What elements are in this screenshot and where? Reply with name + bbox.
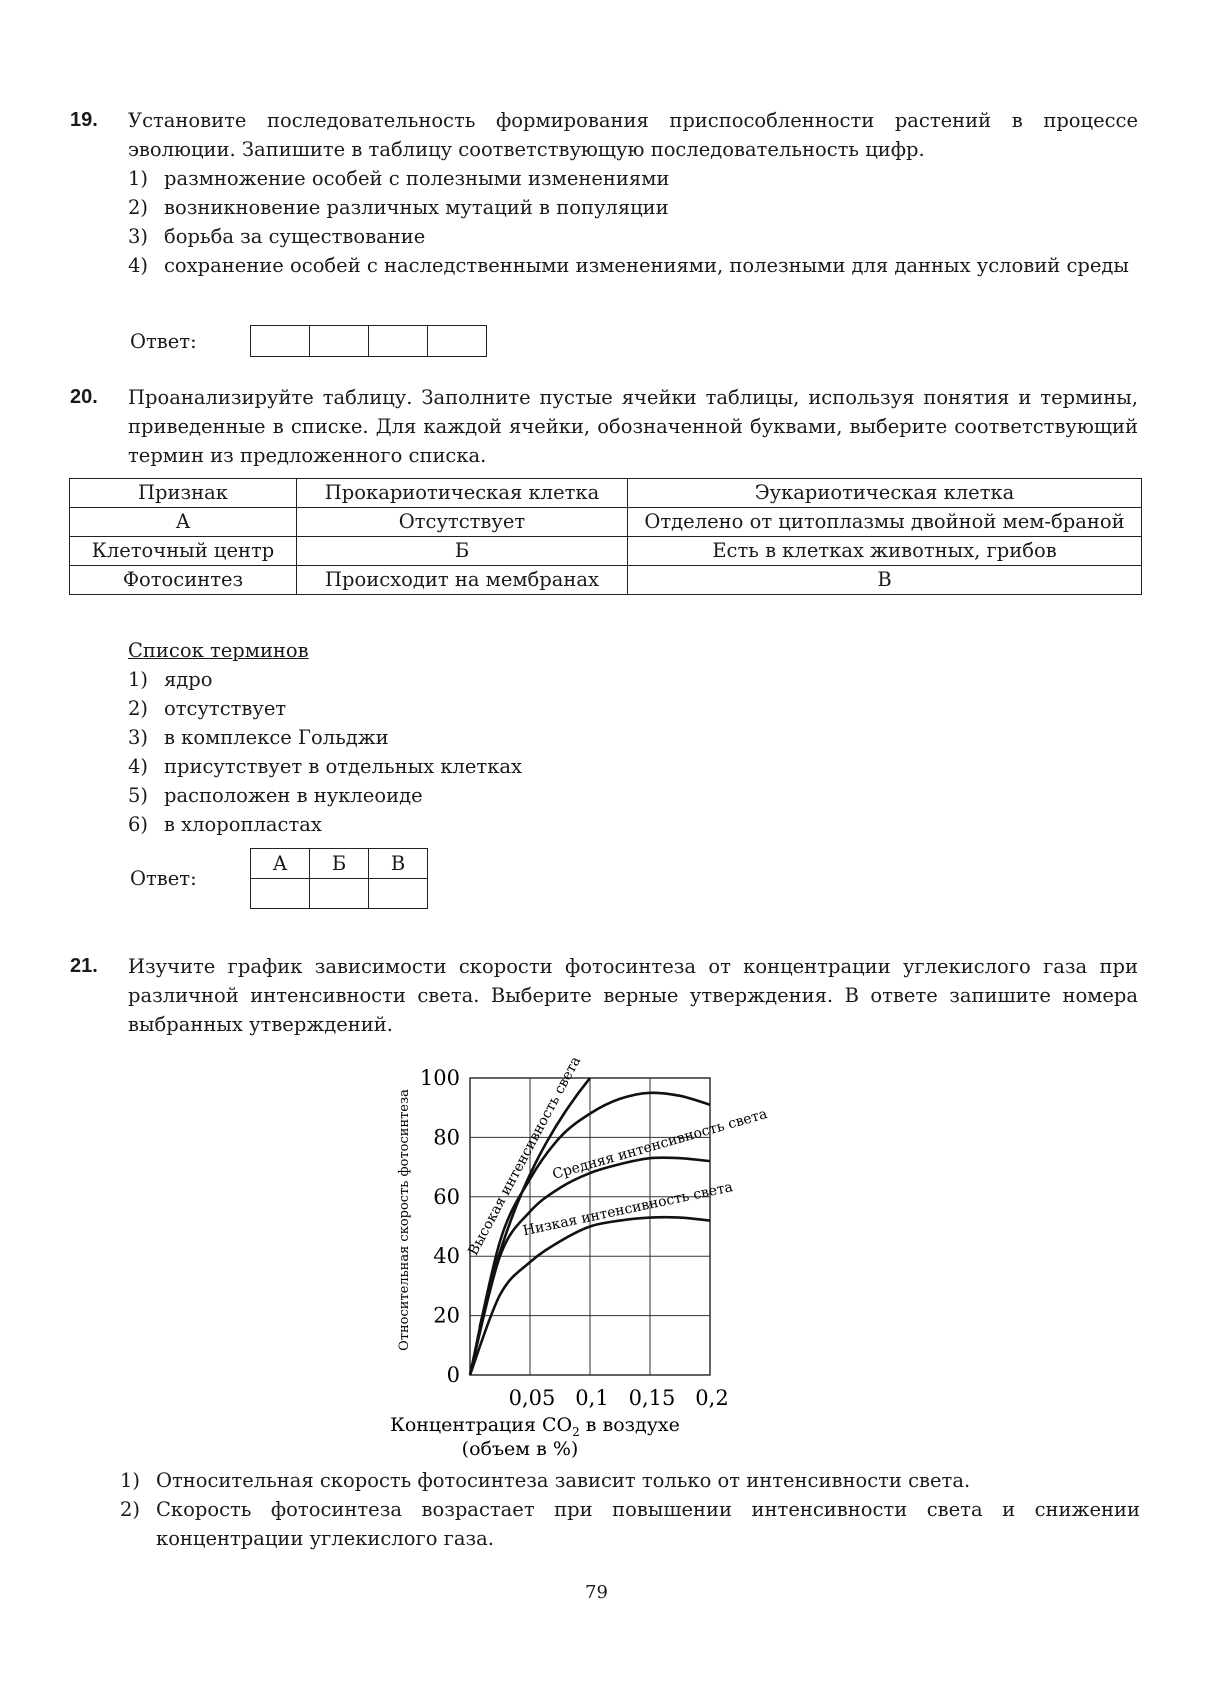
table-row <box>70 537 1142 566</box>
x-tick-label: 0,15 <box>628 1386 676 1410</box>
x-axis-label-units: (объем в %) <box>461 1438 579 1460</box>
table-cell: Отсутствует <box>297 508 628 537</box>
answer-row <box>130 325 487 357</box>
answer-cell[interactable] <box>369 326 428 356</box>
table-cell: Отделено от цитоплазмы двойной мем-браной <box>628 508 1142 537</box>
y-tick-label: 40 <box>433 1244 460 1269</box>
terms-title: Список терминов <box>128 639 309 662</box>
list-item: 4) сохранение особей с наследственными изменениями, полезными для данных условий среды <box>128 254 1129 277</box>
list-item: 3) в комплексе Гольджи <box>128 726 389 749</box>
series-label-medium: Средняя интенсивность света <box>550 1106 770 1183</box>
table-header: Эукариотическая клетка <box>628 479 1142 508</box>
answer-cell[interactable] <box>251 879 310 909</box>
statements-list <box>120 1466 1140 1553</box>
x-axis-label: Концентрация $CO_2$ в воздухе <box>390 1414 680 1439</box>
task-number: 20. <box>70 386 98 408</box>
answer-cell[interactable] <box>428 326 486 356</box>
table-row <box>70 508 1142 537</box>
photosynthesis-chart <box>380 1045 810 1465</box>
list-item: 5) расположен в нуклеоиде <box>128 784 423 807</box>
list-item: 4) присутствует в отдельных клетках <box>128 755 523 778</box>
y-tick-label: 0 <box>446 1363 460 1387</box>
table-cell: В <box>628 566 1142 595</box>
y-tick-label: 60 <box>433 1184 460 1209</box>
list-item: 1) размножение особей с полезными изменениями <box>128 167 670 190</box>
y-tick-label: 80 <box>433 1125 460 1150</box>
answer-table <box>250 848 428 909</box>
terms-list <box>128 636 1138 839</box>
table-cell: Происходит на мембранах <box>297 566 628 595</box>
answer-boxes <box>250 325 487 357</box>
answer-letter: Б <box>310 849 369 879</box>
x-tick-label: 0,2 <box>695 1386 729 1410</box>
table-header: Признак <box>70 479 297 508</box>
task-number: 19. <box>70 109 98 131</box>
x-tick-label: 0,05 <box>508 1386 556 1410</box>
cell-comparison-table <box>69 478 1142 595</box>
task-text: Установите последовательность формирования приспособленности растений в процессе эволюции. Запишите в таблицу соответствующую последовательность цифр. <box>128 109 1138 161</box>
series-label-high: Высокая интенсивность света <box>465 1053 585 1259</box>
answer-cell[interactable] <box>310 879 369 909</box>
list-item: 2) отсутствует <box>128 697 287 720</box>
table-cell: А <box>70 508 297 537</box>
list-item: 2) возникновение различных мутаций в популяции <box>128 196 669 219</box>
table-cell: Есть в клетках животных, грибов <box>628 537 1142 566</box>
answer-label: Ответ: <box>130 329 197 353</box>
answer-cell[interactable] <box>310 326 369 356</box>
y-tick-label: 100 <box>419 1066 460 1090</box>
list-item: 1) Относительная скорость фотосинтеза зависит только от интенсивности света. <box>120 1469 971 1492</box>
chart-curves <box>465 1054 769 1375</box>
x-tick-label: 0,1 <box>575 1386 609 1410</box>
table-cell: Б <box>297 537 628 566</box>
table-cell: Клеточный центр <box>70 537 297 566</box>
task-number: 21. <box>70 955 98 977</box>
answer-row <box>130 848 428 909</box>
options-list <box>128 164 1138 280</box>
list-item: 2) Скорость фотосинтеза возрастает при повышении интенсивности света и снижении концентрации углекислого газа. <box>120 1498 1140 1550</box>
y-axis-label: Относительная скорость фотосинтеза <box>397 1089 412 1351</box>
answer-label: Ответ: <box>130 867 197 890</box>
task-text: Изучите график зависимости скорости фотосинтеза от концентрации углекислого газа при различной интенсивности света. Выберите верные утверждения. В ответе запишите номера выбранных утверждений. <box>128 955 1138 1036</box>
answer-cell[interactable] <box>369 879 428 909</box>
table-header: Прокариотическая клетка <box>297 479 628 508</box>
chart-ticks <box>420 1066 729 1410</box>
page-number: 79 <box>585 1582 608 1603</box>
list-item: 1) ядро <box>128 668 213 691</box>
task-text: Проанализируйте таблицу. Заполните пустые ячейки таблицы, используя понятия и термины, приведенные в списке. Для каждой ячейки, обозначенной буквами, выберите соответствующий термин из предложенного списка. <box>128 386 1138 467</box>
table-cell: Фотосинтез <box>70 566 297 595</box>
table-row <box>70 566 1142 595</box>
list-item: 6) в хлоропластах <box>128 813 322 836</box>
y-tick-label: 20 <box>433 1303 460 1328</box>
series-label-low: Низкая интенсивность света <box>521 1179 735 1240</box>
list-item: 3) борьба за существование <box>128 225 426 248</box>
answer-letter: А <box>251 849 310 879</box>
answer-letter: В <box>369 849 428 879</box>
answer-cell[interactable] <box>251 326 310 356</box>
table-header-row <box>70 479 1142 508</box>
